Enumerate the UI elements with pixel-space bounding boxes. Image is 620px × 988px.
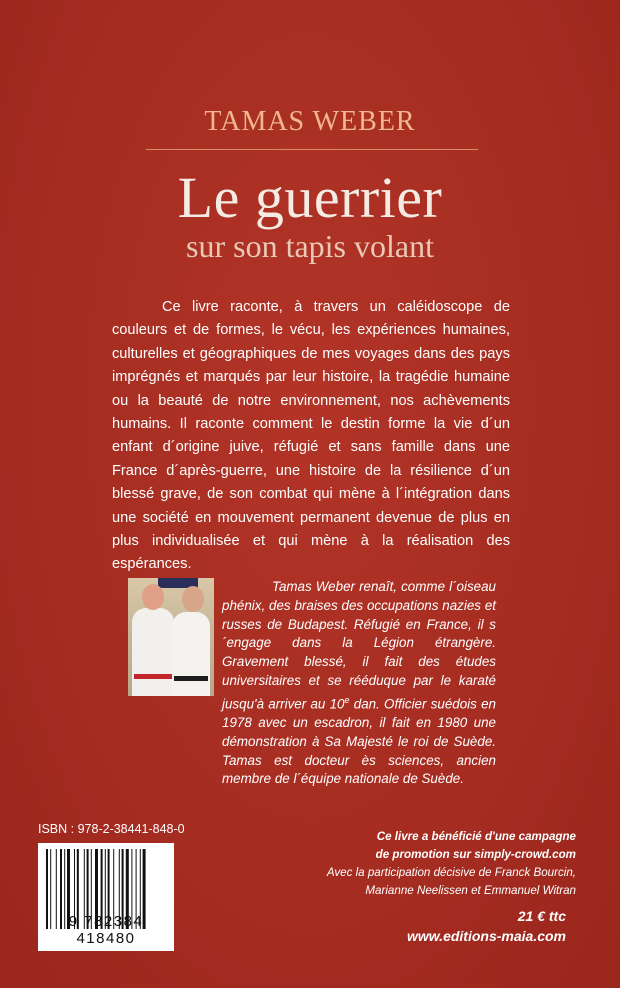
barcode-digits: 9 782384 418480 bbox=[68, 913, 144, 947]
barcode bbox=[38, 843, 174, 951]
promo-line-4: Marianne Neelissen et Emmanuel Witran bbox=[365, 884, 576, 897]
author-bio: Tamas Weber renaît, comme l´oiseau phénix, des braises des occupations nazies et russes de Budapest. Réfugié en France, il s´engage dans la Légion étrangère. Gravement blessé, il fait des études universitaires et se rééduque par le karaté jusqu'à arriver au 10e dan. Officier suédois en 1978 avec un escadron, il fait en 1980 une démonstration à Sa Majesté le roi de Suède. Tamas est docteur ès sciences, ancien membre de l´équipe nationale de Suède. bbox=[222, 579, 496, 787]
publisher-website: www.editions-maia.com bbox=[407, 928, 566, 944]
promo-line-1: Ce livre a bénéficié d'une campagne bbox=[376, 830, 576, 843]
promo-line-3: Avec la participation décisive de Franck Bourcin, bbox=[326, 866, 576, 879]
promo-line-2: de promotion sur simply-crowd.com bbox=[375, 848, 576, 861]
author-name: TAMAS WEBER bbox=[204, 106, 416, 137]
price: 21 € ttc bbox=[517, 908, 566, 924]
book-title: Le guerrier bbox=[177, 165, 443, 230]
promotion-note bbox=[290, 828, 576, 900]
book-summary: Ce livre raconte, à travers un caléidoscope de couleurs et de formes, le vécu, les expériences humaines, culturelles et géographiques de mes voyages dans des pays imprégnés et marqués par leur histoire, la tragédie humaine ou la beauté de notre environnement, nos achèvements humains. Il raconte comment le destin forme la vie d´un enfant d´origine juive, réfugié et sans famille dans une France d´après-guerre, une histoire de la résilience d´un blessé grave, de son combat qui mène à l´intégration dans une société en mouvement permanent devenue de plus en plus individualisée et qui mène à la réalisation des espérances. bbox=[112, 299, 510, 573]
isbn-label: ISBN : 978-2-38441-848-0 bbox=[38, 822, 185, 836]
author-photo bbox=[128, 578, 214, 696]
title-divider bbox=[146, 149, 478, 150]
book-subtitle: sur son tapis volant bbox=[186, 228, 434, 264]
